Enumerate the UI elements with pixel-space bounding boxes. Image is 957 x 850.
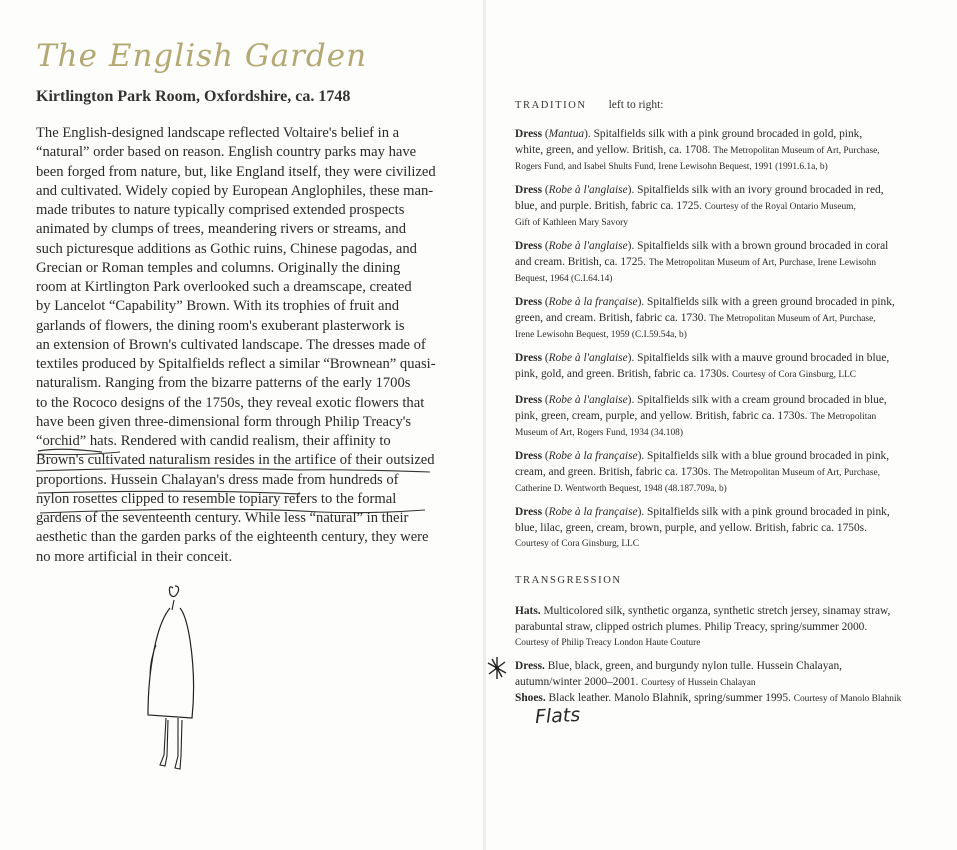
entry-line	[515, 521, 935, 537]
entry-line	[515, 271, 935, 288]
asterisk-doodle-icon	[486, 655, 508, 681]
body-line: no more artificial in their conceit.	[36, 548, 233, 565]
entry-credit: Bequest, 1964 (C.I.64.14)	[515, 274, 613, 285]
entry-text: blue, lilac, green, cream, brown, purple, and yellow. British, fabric ca. 1750s.	[515, 521, 867, 534]
entry-credit: Catherine D. Wentworth Bequest, 1948 (48.187.709a, b)	[515, 484, 727, 495]
tradition-label: TRADITION	[515, 100, 587, 111]
entry-line	[515, 159, 935, 176]
entry-heading: Shoes.	[515, 692, 546, 705]
entry-line	[515, 635, 935, 652]
entry-heading: Dress	[515, 394, 542, 406]
entry-credit: Courtesy of Cora Ginsburg, LLC	[732, 369, 857, 380]
body-line: animated by clumps of trees, meandering rivers or streams, and	[36, 221, 406, 238]
entry-line	[515, 327, 935, 344]
entry-text: (Robe à la française). Spitalfields silk with a green ground brocaded in pink,	[542, 296, 895, 308]
body-line: gardens of the seventeenth century. While less “natural” in their	[36, 510, 409, 526]
body-line: “natural” order based on reason. English country parks may have	[36, 144, 417, 161]
entry-line	[515, 449, 935, 465]
body-line: such picturesque additions as Gothic ruins, Chinese pagodas, and	[36, 240, 417, 257]
entry-line	[515, 239, 935, 255]
body-line: textiles produced by Spitalfields reflect a similar “Brownean” quasi-	[36, 356, 436, 372]
entry-line	[515, 505, 935, 521]
entry-credit: Museum of Art, Rogers Fund, 1934 (34.108)	[515, 428, 683, 439]
entry-heading: Dress	[515, 352, 542, 364]
entry-text: Blue, black, green, and burgundy nylon tulle. Hussein Chalayan,	[544, 660, 843, 672]
entry-line	[515, 675, 935, 692]
body-line: by Lancelot “Capability” Brown. With its trophies of fruit and	[36, 298, 400, 315]
entry-line	[515, 393, 935, 409]
entry-text: parabuntal straw, clipped ostrich plumes. Philip Treacy, spring/summer 2000.	[515, 620, 868, 633]
entry-text: white, green, and yellow. British, ca. 1708.	[515, 143, 714, 156]
entry-line	[515, 604, 935, 620]
entry-line	[515, 311, 935, 328]
entry-line	[515, 295, 935, 311]
entry-text: green, and cream. British, fabric ca. 1730.	[515, 311, 710, 324]
entry-line	[515, 659, 935, 675]
entry-text: (Robe à l'anglaise). Spitalfields silk with a brown ground brocaded in coral	[542, 240, 889, 252]
object-entry	[515, 505, 935, 553]
entry-line	[515, 255, 935, 272]
entry-heading: Dress.	[515, 660, 545, 672]
entry-line	[515, 215, 935, 232]
entry-line	[515, 143, 935, 160]
object-entry	[515, 449, 935, 498]
entry-line	[515, 465, 935, 482]
entry-credit: Courtesy of the Royal Ontario Museum,	[704, 201, 856, 212]
entry-credit: Gift of Kathleen Mary Savory	[515, 218, 628, 229]
body-line: been forged from nature, but, like England itself, they were civilized	[36, 163, 436, 180]
entry-line	[515, 351, 935, 367]
entry-heading: Dress	[515, 450, 542, 462]
entry-text: (Robe à la française). Spitalfields silk with a pink ground brocaded in pink,	[542, 506, 890, 518]
entry-credit: The Metropolitan	[810, 411, 877, 422]
body-line: aesthetic than the garden parks of the eighteenth century, they were	[36, 529, 429, 546]
object-entry	[515, 183, 935, 232]
entry-credit: The Metropolitan Museum of Art, Purchase, Irene Lewisohn	[648, 257, 877, 268]
entry-text: (Robe à l'anglaise). Spitalfields silk with an ivory ground brocaded in red,	[542, 184, 884, 196]
entry-text: (Robe à l'anglaise). Spitalfields silk with a mauve ground brocaded in blue,	[542, 352, 890, 364]
object-entry	[515, 127, 935, 176]
transgression-label: TRANSGRESSION	[515, 575, 622, 586]
page-title: The English Garden	[36, 38, 368, 74]
body-line: naturalism. Ranging from the bizarre patterns of the early 1700s	[36, 375, 411, 392]
object-entry	[515, 393, 935, 442]
entry-text: blue, and purple. British, fabric ca. 1725.	[515, 199, 705, 212]
object-entry	[515, 659, 935, 708]
dress-sketch	[140, 580, 210, 780]
entry-text: (Robe à l'anglaise). Spitalfields silk with a cream ground brocaded in blue,	[542, 394, 887, 406]
entry-line	[515, 409, 935, 426]
body-line: proportions. Hussein Chalayan's dress made from hundreds of	[36, 471, 399, 488]
entry-credit: Courtesy of Philip Treacy London Haute Couture	[515, 638, 701, 649]
entry-line	[515, 481, 935, 498]
entry-line	[515, 425, 935, 442]
body-line: to the Rococo designs of the 1750s, they reveal exotic flowers that	[36, 394, 425, 411]
entry-heading: Dress	[515, 128, 542, 140]
body-line: made tributes to nature typically comprised extended prospects	[36, 202, 405, 218]
tradition-note: left to right:	[608, 99, 664, 111]
body-line: Grecian or Roman temples and columns. Originally the dining	[36, 259, 401, 276]
entry-text: Multicolored silk, synthetic organza, synthetic stretch jersey, sinamay straw,	[540, 605, 891, 617]
entry-heading: Dress	[515, 296, 542, 308]
body-line: nylon rosettes clipped to resemble topiary refers to the formal	[36, 490, 397, 507]
body-line: The English-designed landscape reflected Voltaire's belief in a	[36, 125, 400, 141]
body-line: an extension of Brown's cultivated landscape. The dresses made of	[36, 336, 426, 353]
entry-credit: Courtesy of Manolo Blahnik	[793, 694, 902, 705]
body-line: have been given three-dimensional form through Philip Treacy's	[36, 413, 412, 430]
entry-line	[515, 183, 935, 199]
entry-credit: Rogers Fund, and Isabel Shults Fund, Irene Lewisohn Bequest, 1991 (1991.6.1a, b)	[515, 162, 828, 173]
entry-heading: Dress	[515, 240, 542, 252]
entry-text: Black leather. Manolo Blahnik, spring/summer 1995.	[545, 692, 794, 705]
entry-credit: The Metropolitan Museum of Art, Purchase,	[709, 313, 876, 324]
entry-heading: Dress	[515, 506, 542, 518]
entry-text: pink, green, cream, purple, and yellow. British, fabric ca. 1730s.	[515, 409, 811, 422]
entry-text: (Robe à la française). Spitalfields silk with a blue ground brocaded in pink,	[542, 450, 890, 462]
entry-line	[515, 367, 935, 384]
entry-text: pink, gold, and green. British, fabric ca. 1730s.	[515, 367, 733, 380]
tradition-heading	[515, 99, 664, 111]
body-line: garlands of flowers, the dining room's exuberant plasterwork is	[36, 317, 405, 334]
entry-text: (Mantua). Spitalfields silk with a pink ground brocaded in gold, pink,	[542, 128, 863, 140]
entry-credit: Irene Lewisohn Bequest, 1959 (C.I.59.54a, b)	[515, 330, 687, 341]
entry-text: cream, and green. British, fabric ca. 1730s.	[515, 465, 714, 478]
body-line: and cultivated. Widely copied by European Anglophiles, these man-	[36, 182, 434, 199]
entry-credit: Courtesy of Hussein Chalayan	[641, 677, 756, 688]
body-line: room at Kirtlington Park overlooked such a dreamscape, created	[36, 279, 412, 295]
entry-heading: Dress	[515, 184, 542, 196]
entry-text: and cream. British, ca. 1725.	[515, 255, 649, 268]
entry-text: autumn/winter 2000–2001.	[515, 675, 642, 688]
object-entry	[515, 604, 935, 652]
entry-heading: Hats.	[515, 605, 541, 617]
entry-line	[515, 127, 935, 143]
entry-line	[515, 536, 935, 553]
transgression-heading	[515, 575, 622, 586]
object-entry	[515, 351, 935, 383]
body-line: “orchid” hats. Rendered with candid realism, their affinity to	[36, 433, 391, 449]
handwritten-note: Flats	[534, 703, 581, 729]
body-line: Brown's cultivated naturalism resides in the artifice of their outsized	[36, 452, 435, 469]
entry-credit: The Metropolitan Museum of Art, Purchase,	[713, 467, 881, 478]
object-entry	[515, 295, 935, 344]
entry-credit: The Metropolitan Museum of Art, Purchase,	[713, 145, 880, 156]
object-entry	[515, 239, 935, 288]
entry-credit: Courtesy of Cora Ginsburg, LLC	[515, 539, 640, 550]
handwritten-underline-marks	[0, 0, 484, 560]
entry-line	[515, 620, 935, 636]
room-subtitle: Kirtlington Park Room, Oxfordshire, ca. 1748	[36, 88, 351, 105]
entry-line	[515, 199, 935, 216]
